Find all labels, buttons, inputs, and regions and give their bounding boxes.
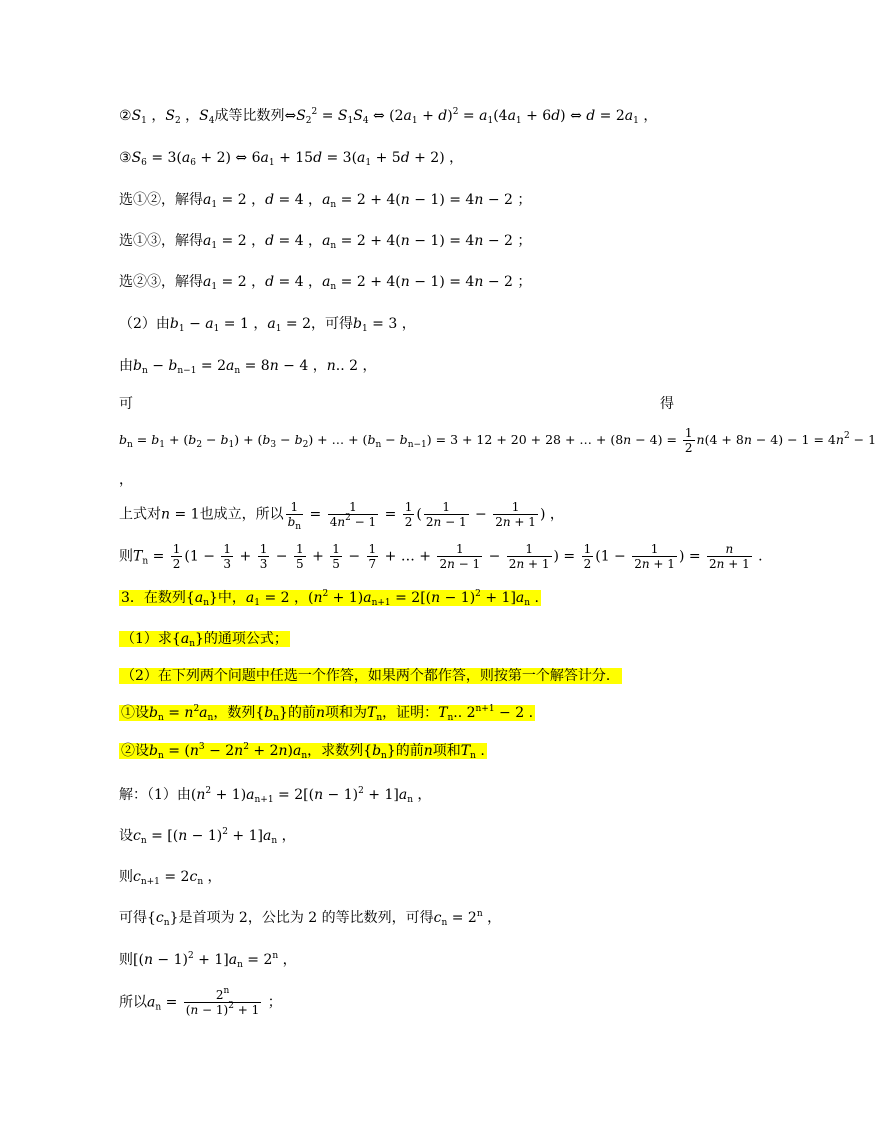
solution-line-5: 则$[(n - 1)^2 + 1]a_n = 2^n$ ， bbox=[119, 951, 297, 970]
solution-line-1: 解：（1）由$(n^2 + 1)a_{n+1} = 2[(n - 1)^2 + 1]a_n$ ， bbox=[119, 786, 432, 805]
text-line-11: 则$T_n$ = $\frac{1}{2}$ (1 − $\frac{1}{3}$ + $\frac{1}{3}$ − $\frac{1}{5}$ + $\frac{1}{5}$ − $\frac{1}{7}$ + … + $\frac{1}{2n - 1}$ − $\frac{1}{2n + 1}$ ) = $\frac{1}{2}$ (1 − $\frac{1}{2n + 1}$ ) = $\frac{n}{2n + 1}$ . bbox=[119, 542, 763, 571]
text-line-2: $③S_6 = 3(a_6 + 2)$ ⇔ $6a_1 + 15d = 3(a_1 + 5d + 2)$ ， bbox=[119, 150, 464, 168]
question-3-title: 3．在数列$\{a_n\}$中，$a_1 = 2$ ，$(n^2 + 1)a_{n+1} = 2[(n - 1)^2 + 1]a_n$ . bbox=[121, 589, 539, 608]
question-3-part-1: （1）求$\{a_n\}$的通项公式； bbox=[121, 631, 288, 649]
solution-line-6: 所以$a_n$ = $\frac{2^n}{(n - 1)^2 + 1}$ ； bbox=[119, 986, 282, 1017]
solution-line-2: 设$c_n = [(n - 1)^2 + 1]a_n$ ， bbox=[119, 827, 296, 846]
text-line-10: 上式对n = 1也成立，所以 $\frac{1}{b_n}$ = $\frac{1}{4n^2 - 1}$ = $\frac{1}{2}$ ( $\frac{1}{2n - 1}$ − $\frac{1}{2n + 1}$ ) ， bbox=[119, 500, 564, 532]
document-page: $②S_1$ ，$S_2$ ，$S_4$成等比数列$\Leftrightarrow S_2^2 = S_1S_4$ ⇔ $(2a_1 + d)^2 = a_1(4a_1 + 6d)$ ⇔ $d = 2a_1$ ， $③S_6 = 3(a_6 + 2)$ ⇔ $6a_1 + 15d = 3(a_1 + 5d + 2)$ ， 选①②，解得$a_1 = 2$ ，d = 4 ，$a_n = 2 + 4(n - 1) = 4n - 2$ ； 选①③，解得$a_1 = 2$ ，d = 4 ，$a_n = 2 + 4(n - 1) = 4n - 2$ ； 选②③，解得$a_1 = 2$ ，d = 4 ，$a_n = 2 + 4(n - 1) = 4n - 2$ ； （2）由$b_1 - a_1 = 1$ ，$a_1 = 2$，可得$b_1 = 3$ ， 由$b_n - b_{n-1} = 2a_n = 8n - 4$ ，n.. 2 ， 可 得 $b_n = b_1 + (b_2 - b_1) + (b_3 - b_2)$ + … + $(b_n - b_{n-1}) = 3 + 12 + 20 + 28$ + … + (8n − 4) = $\frac{1}{2}$ $n(4 + 8n - 4) - 1 = 4n^2 - 1$ ， 上式对n = 1也成立，所以 $\frac{1}{b_n}$ = $\frac{1}{4n^2 - 1}$ = $\frac{1}{2}$ ( $\frac{1}{2n - 1}$ − $\frac{1}{2n + 1}$ ) ， 则$T_n$ = $\frac{1}{2}$ (1 − $\frac{1}{3}$ + $\frac{1}{3}$ − $\frac{1}{5}$ + $\frac{1}{5}$ − $\frac{1}{7}$ + … + $\frac{1}{2n - 1}$ − $\frac{1}{2n + 1}$ ) = $\frac{1}{2}$ (1 − $\frac{1}{2n + 1}$ ) = $\frac{n}{2n + 1}$ . 3．在数列$\{a_n\}$中，$a_1 = 2$ ，$(n^2 + 1)a_{n+1} = 2[(n - 1)^2 + 1]a_n$ . （1）求$\{a_n\}$的通项公式； （2）在下列两个问题中任选一个作答，如果两个都作答，则按第一个解答计分． ①设$b_n = n^2a_n$，数列$\{b_n\}$的前n项和为$T_n$，证明：$T_n$.. $2^{n+1} - 2$ . ②设$b_n = (n^3 - 2n^2 + 2n)a_n$，求数列$\{b_n\}$的前n项和$T_n$ . 解：（1）由$(n^2 + 1)a_{n+1} = 2[(n - 1)^2 + 1]a_n$ ， 设$c_n = [(n - 1)^2 + 1]a_n$ ， 则$c_{n+1} = 2c_n$ ， 可得$\{c_n\}$是首项为 2，公比为 2 的等比数列，可得$c_n = 2^n$ ， 则$[(n - 1)^2 + 1]a_n = 2^n$ ， 所以$a_n$ = $\frac{2^n}{(n - 1)^2 + 1}$ ； bbox=[119, 107, 876, 1017]
text-line-5: 选②③，解得$a_1 = 2$ ，d = 4 ，$a_n = 2 + 4(n - 1) = 4n - 2$ ； bbox=[119, 274, 532, 292]
text-line-3: 选①②，解得$a_1 = 2$ ，d = 4 ，$a_n = 2 + 4(n - 1) = 4n - 2$ ； bbox=[119, 192, 532, 210]
solution-line-3: 则$c_{n+1} = 2c_n$ ， bbox=[119, 869, 222, 887]
text-line-7: 由$b_n - b_{n-1} = 2a_n = 8n - 4$ ，n.. 2 ， bbox=[119, 358, 377, 376]
solution-line-4: 可得$\{c_n\}$是首项为 2，公比为 2 的等比数列，可得$c_n = 2^n$ ， bbox=[119, 909, 502, 928]
text-line-4: 选①③，解得$a_1 = 2$ ，d = 4 ，$a_n = 2 + 4(n - 1) = 4n - 2$ ； bbox=[119, 233, 532, 251]
text-line-1: $②S_1$ ，$S_2$ ，$S_4$成等比数列$\Leftrightarrow S_2^2 = S_1S_4$ ⇔ $(2a_1 + d)^2 = a_1(4a_1 + 6d)$ ⇔ $d = 2a_1$ ， bbox=[119, 107, 658, 126]
question-3-choice-2: ②设$b_n = (n^3 - 2n^2 + 2n)a_n$，求数列$\{b_n\}$的前n项和$T_n$ . bbox=[121, 742, 485, 761]
question-3-choice-1: ①设$b_n = n^2a_n$，数列$\{b_n\}$的前n项和为$T_n$，证明：$T_n$.. $2^{n+1} - 2$ . bbox=[121, 704, 534, 723]
formula-line-bn: $b_n = b_1 + (b_2 - b_1) + (b_3 - b_2)$ + … + $(b_n - b_{n-1}) = 3 + 12 + 20 + 28$ + … + (8n − 4) = $\frac{1}{2}$ $n(4 + 8n - 4) - 1 = 4n^2 - 1$ bbox=[119, 426, 876, 455]
text-line-6: （2）由$b_1 - a_1 = 1$ ，$a_1 = 2$，可得$b_1 = 3$ ， bbox=[119, 316, 416, 334]
question-3-part-2: （2）在下列两个问题中任选一个作答，如果两个都作答，则按第一个解答计分． bbox=[121, 668, 620, 684]
text-line-comma: ， bbox=[119, 472, 133, 488]
